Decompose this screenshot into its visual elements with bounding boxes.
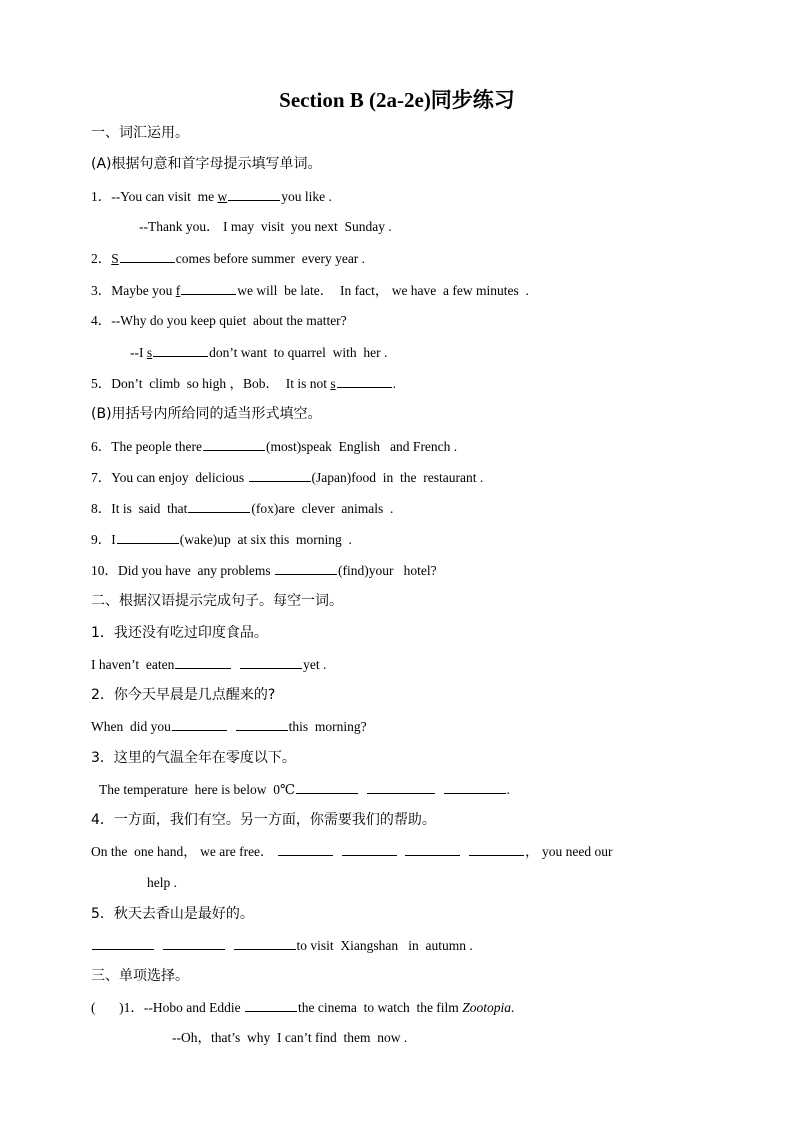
question-7 (91, 468, 483, 487)
sentence-3-english (99, 780, 510, 799)
question-4: 4．--Why do you keep quiet about the matter? (91, 313, 347, 328)
hint-letter: w (217, 189, 228, 204)
question-8 (91, 499, 393, 518)
sentence-text: . (506, 782, 511, 797)
answer-blank[interactable] (249, 468, 311, 482)
question-text: (most)speak English and French . (265, 439, 458, 454)
answer-blank[interactable] (469, 842, 524, 856)
answer-blank[interactable] (245, 998, 297, 1012)
sentence-1-english (91, 655, 326, 674)
question-3 (91, 281, 529, 300)
question-6 (91, 437, 457, 456)
choice-question-1-reply: --Oh，that’s why I can’t find them now . (172, 1030, 408, 1045)
question-text: . (510, 1000, 515, 1015)
question-text: (Japan)food in the restaurant . (311, 470, 484, 485)
sentence-2-chinese: 2．你今天早晨是几点醒来的? (91, 687, 276, 703)
question-text: the cinema to watch the film (297, 1000, 463, 1015)
sentence-text: When did you (91, 719, 171, 734)
sentence-1-chinese: 1．我还没有吃过印度食品。 (91, 625, 268, 641)
question-2 (91, 249, 365, 268)
answer-blank[interactable] (444, 780, 506, 794)
question-text: (find)your hotel? (337, 563, 437, 578)
sentence-4-chinese: 4．一方面，我们有空。另一方面，你需要我们的帮助。 (91, 812, 436, 828)
question-text: 7．You can enjoy delicious (91, 470, 248, 485)
question-text: 5．Don’t climb so high ，Bob． It is not (91, 376, 331, 391)
sentence-text: The temperature here is below 0℃ (99, 782, 296, 797)
sentence-text: On the one hand， we are free． (91, 844, 277, 859)
sentence-5-chinese: 5．秋天去香山是最好的。 (91, 906, 254, 922)
question-1-reply: --Thank you． I may visit you next Sunday . (139, 219, 392, 234)
section-heading-1: 一、词汇运用。 (91, 125, 189, 141)
question-number: 2． (91, 251, 112, 266)
answer-blank[interactable] (275, 561, 337, 575)
choice-question-1 (91, 998, 514, 1017)
answer-blank[interactable] (278, 842, 333, 856)
question-text: 6．The people there (91, 439, 202, 454)
hint-letter: f (175, 283, 181, 298)
answer-blank[interactable] (153, 343, 208, 357)
question-text: 3．Maybe you (91, 283, 176, 298)
question-text: --Hobo and Eddie (143, 1000, 244, 1015)
section-heading-3: 三、单项选择。 (91, 968, 189, 984)
sentence-2-english (91, 717, 367, 736)
answer-blank[interactable] (203, 437, 265, 451)
answer-blank[interactable] (337, 374, 392, 388)
answer-blank[interactable] (120, 249, 175, 263)
sentence-4-english (91, 842, 613, 861)
sentence-3-chinese: 3．这里的气温全年在零度以下。 (91, 750, 296, 766)
question-text: 8．It is said that (91, 501, 188, 516)
answer-blank[interactable] (234, 936, 296, 950)
question-text: comes before summer every year . (175, 251, 366, 266)
answer-blank[interactable] (172, 717, 227, 731)
sentence-5-english (91, 936, 473, 955)
hint-letter: S (111, 251, 119, 266)
instruction-a: (A)根据句意和首字母提示填写单词。 (91, 156, 322, 172)
question-9 (91, 530, 352, 549)
question-5 (91, 374, 396, 393)
question-text: 9．I (91, 532, 116, 547)
question-10 (91, 561, 437, 580)
hint-letter: s (146, 345, 153, 360)
film-title: Zootopia (462, 1000, 511, 1015)
question-text: we will be late． In fact， we have a few minutes . (237, 283, 529, 298)
question-1 (91, 187, 332, 206)
answer-blank[interactable] (163, 936, 225, 950)
section-heading-2: 二、根据汉语提示完成句子。每空一词。 (91, 593, 343, 609)
sentence-text: to visit Xiangshan in autumn . (296, 938, 473, 953)
answer-blank[interactable] (117, 530, 179, 544)
answer-blank[interactable] (92, 936, 154, 950)
question-text: (fox)are clever animals . (251, 501, 394, 516)
hint-letter: s (330, 376, 336, 391)
sentence-text: yet . (303, 657, 327, 672)
sentence-text: ， you need our (525, 844, 613, 859)
answer-blank[interactable] (342, 842, 397, 856)
sentence-4-continuation: help . (147, 875, 177, 890)
answer-blank[interactable] (175, 655, 231, 669)
question-text: --I (130, 345, 147, 360)
answer-blank[interactable] (236, 717, 288, 731)
instruction-b: (B)用括号内所给同的适当形式填空。 (91, 406, 322, 422)
question-4-reply (130, 343, 387, 362)
answer-blank[interactable] (188, 499, 250, 513)
sentence-text: I haven’t eaten (91, 657, 175, 672)
answer-blank[interactable] (405, 842, 460, 856)
question-text: 1．--You can visit me (91, 189, 218, 204)
answer-blank[interactable] (296, 780, 358, 794)
sentence-text: this morning? (288, 719, 367, 734)
question-text: you like . (281, 189, 332, 204)
answer-blank[interactable] (367, 780, 435, 794)
question-text: . (392, 376, 397, 391)
answer-bracket[interactable]: ( )1． (91, 1000, 144, 1015)
question-text: don’t want to quarrel with her . (209, 345, 388, 360)
answer-blank[interactable] (240, 655, 302, 669)
answer-blank[interactable] (181, 281, 236, 295)
question-text: (wake)up at six this morning . (179, 532, 352, 547)
question-text: 10．Did you have any problems (91, 563, 274, 578)
answer-blank[interactable] (228, 187, 280, 201)
page-title: Section B (2a-2e)同步练习 (279, 88, 515, 112)
